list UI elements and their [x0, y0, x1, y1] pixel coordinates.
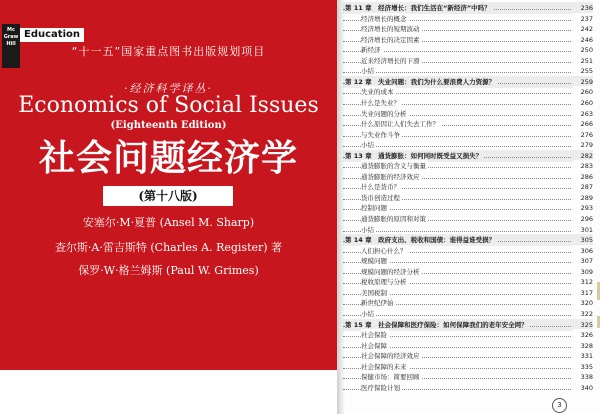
toc-page-number: 276 [573, 129, 593, 141]
dot-leader [343, 72, 571, 73]
toc-page-number: 255 [573, 65, 593, 77]
toc-entry-title: 小结 [361, 67, 374, 76]
toc-page-number: 250 [573, 44, 593, 56]
toc-page-number: 325 [573, 319, 593, 331]
toc-page-number: 236 [573, 2, 593, 14]
toc-entry-title: 新经济 [361, 46, 381, 55]
toc-entry-title: 近来经济增长的下滑 [361, 56, 420, 65]
toc-page-number: 338 [573, 371, 593, 383]
toc-entry-title: 小结 [361, 141, 374, 150]
toc-page-number: 301 [573, 224, 593, 236]
toc-page-number: 251 [573, 55, 593, 67]
toc-page-number: 320 [573, 297, 593, 309]
toc-entry-title: 小结 [361, 225, 374, 234]
toc-entry-title: 货币创造过程 [361, 193, 400, 202]
toc-page-number: 309 [573, 266, 593, 278]
toc-entry-title: 控制问题 [361, 204, 387, 213]
toc-entry-title: 与失业作斗争 [361, 130, 400, 139]
toc-entry-title: 社会保障 [361, 341, 387, 350]
toc-entry-title: 保健市场：简要回顾 [361, 373, 420, 382]
toc-page-number: 322 [573, 308, 593, 320]
toc-entry-title: 规模问题 [361, 257, 387, 266]
toc-entry-title: 通货膨胀的含义与衡量 [361, 162, 426, 171]
dot-leader [343, 146, 571, 147]
toc-page-number: 326 [573, 329, 593, 341]
toc-page-number: 260 [573, 97, 593, 109]
toc-page-number: 296 [573, 213, 593, 225]
toc-entry-title: 第 12 章 失业问题：我们为什么要浪费人力资源？ [345, 77, 496, 86]
toc-page-number: 293 [573, 202, 593, 214]
toc-page-number: 260 [573, 86, 593, 98]
toc-entry-title: 新世纪伊始 [361, 299, 394, 308]
toc-page-number: 312 [573, 276, 593, 288]
english-title: Economics of Social Issues [18, 93, 319, 118]
toc-page-number: 328 [573, 340, 593, 352]
toc-entry-title: 失业问题的分析 [361, 109, 407, 118]
chinese-edition-badge: (第十八版) [103, 186, 233, 206]
toc-page-number: 263 [573, 108, 593, 120]
toc-page-number: 289 [573, 192, 593, 204]
toc-page-number: 306 [573, 245, 593, 257]
toc-entry-title: 通货膨胀的原因和对策 [361, 215, 426, 223]
toc-entry-title: 社会保障的未来 [361, 362, 407, 371]
toc-page-number: 305 [573, 234, 593, 246]
toc-entry-title: 医疗保险计划 [361, 383, 400, 392]
toc-entry-title: 人们担心什么？ [361, 246, 407, 255]
toc-entry-title: 小结 [361, 309, 374, 318]
logo-line: Hill [6, 41, 16, 47]
toc-entry-title: 什么是货币？ [361, 183, 400, 192]
toc-entry-title: 经济增长的决定因素 [361, 35, 420, 44]
page-gutter-shadow [337, 0, 345, 414]
logo-line: Graw [3, 34, 19, 40]
toc-entry-title: 规模问题的经济分析 [361, 267, 420, 276]
page-number: 3 [552, 398, 567, 413]
dot-leader [343, 231, 571, 232]
toc-page-number: 335 [573, 361, 593, 373]
toc-entry-title: 第 15 章 社会保障和医疗保险：如何保障我们的老年安全网？ [345, 320, 528, 329]
toc-page-number: 286 [573, 171, 593, 183]
table-of-contents-page [337, 0, 600, 414]
toc-entry-title: 第 11 章 经济增长：我们生活在“新经济”中吗？ [345, 4, 491, 12]
logo-line: Mc [7, 27, 15, 33]
author-line: 查尔斯·A·雷吉斯特 (Charles A. Register) 著 [54, 241, 283, 254]
toc-entry-title: 第 14 章 政府支出、税收和国债：谁得益谁受损？ [345, 236, 496, 245]
toc-entry-title: 美国税制 [361, 288, 387, 297]
toc-page-number: 246 [573, 34, 593, 46]
toc-entry-title: 经济增长的概念 [361, 14, 407, 23]
toc-entry-title: 社会保险 [361, 331, 387, 340]
toc-page-number: 259 [573, 76, 593, 88]
toc-entry-title: 通货膨胀的经济效应 [361, 172, 420, 181]
toc-page-number: 266 [573, 118, 593, 130]
dot-leader [343, 315, 571, 316]
toc-page-number: 340 [573, 382, 593, 394]
chinese-title: 社会问题经济学 [38, 138, 298, 179]
toc-entry-title: 第 13 章 通货膨胀：如何同时既受益又损失？ [345, 151, 483, 160]
toc-page-number: 283 [573, 160, 593, 172]
toc-page-number: 287 [573, 181, 593, 193]
toc-page-number: 331 [573, 350, 593, 362]
toc-section-row [343, 382, 593, 394]
toc-page-number: 279 [573, 139, 593, 151]
toc-entry-title: 税收原理与分析 [361, 278, 407, 287]
toc-page-number: 317 [573, 287, 593, 299]
english-edition: (Eighteenth Edition) [110, 120, 227, 131]
toc-entry-title: 什么原因让人们失去工作？ [361, 120, 439, 129]
toc-entry-title: 什么是失业？ [361, 98, 400, 107]
toc-page-number: 282 [573, 150, 593, 162]
publisher-badge: Education [20, 28, 84, 42]
series-line: ·经济科学译丛· [124, 82, 213, 95]
plan-line: “十一五”国家重点图书出版规划项目 [71, 45, 266, 58]
author-line: 安塞尔·M·夏普 (Ansel M. Sharp) [82, 216, 255, 229]
toc-page-number: 237 [573, 13, 593, 25]
toc-entry-title: 失业的成本 [361, 88, 394, 97]
toc-page-number: 242 [573, 23, 593, 35]
author-line: 保罗·W·格兰姆斯 (Paul W. Grimes) [78, 264, 259, 277]
toc-entry-title: 社会保障的经济效应 [361, 352, 420, 361]
toc-entry-title: 经济增长的短期波动 [361, 25, 420, 34]
toc-page-number: 307 [573, 255, 593, 267]
